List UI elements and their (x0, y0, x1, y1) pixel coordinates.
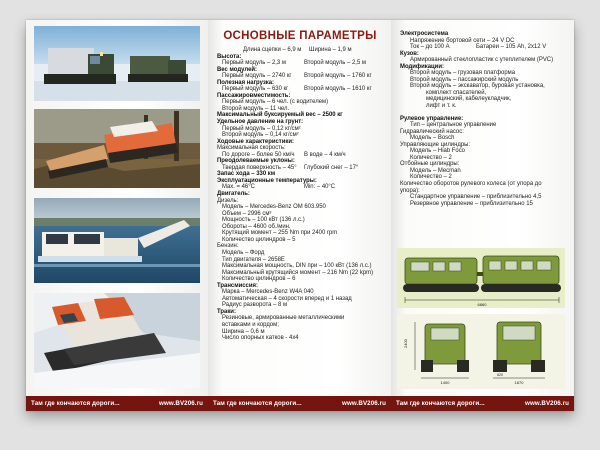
photo-forest-crossing (34, 109, 200, 188)
photo-water-crossing (34, 198, 200, 283)
spec-text: Количество оборотов рулевого колеса (от упора до (400, 181, 542, 188)
spec-text: Мощность – 100 кВт (136 л.с.) (222, 217, 305, 224)
dimension-width-label: 1870 (514, 380, 524, 385)
spec-text: Напряжение бортовой сети – 24 V DC (410, 37, 515, 44)
spec-text: Второй модуль – экскаватор, буровая установка, (410, 83, 545, 90)
spec-text: Максимальный крутящийся момент – 216 Nm (22 kpm) (222, 269, 374, 276)
spec-text-secondary: Второй модуль – 2,5 м (304, 60, 366, 67)
spec-text: Модель – Mercedes-Benz OM 603.950 (222, 204, 326, 211)
photo-arctic-vehicles (34, 26, 200, 101)
footer-slogan: Там где кончаются дороги... (31, 400, 120, 407)
spec-text: Запас хода – 330 км (217, 171, 276, 178)
spec-text: Тип – центральное управление (410, 122, 497, 129)
spec-text: Резиновые, армированные металлическими (222, 315, 345, 322)
spec-text: Вес модулей: (217, 66, 258, 73)
footer-slogan: Там где кончаются дороги... (213, 400, 302, 407)
footer-bar (26, 396, 208, 411)
spec-text: Второй модуль – пассажирский модуль (410, 76, 519, 83)
spec-text: Трансмиссия: (217, 282, 258, 289)
photo-snow-climb (34, 293, 200, 388)
spec-text-secondary: Второй модуль – 1610 кг (304, 86, 372, 93)
spec-text: Двигатель: (217, 191, 250, 198)
spec-text: Количество – 2 (410, 154, 452, 161)
dimension-gauge-label: 1400 (440, 380, 450, 385)
spec-text: комплект спасателей, (426, 89, 487, 96)
spec-text: Максимальная скорость: (217, 145, 286, 152)
spec-text: Количество цилиндров – 5 (222, 236, 296, 243)
spec-text: Максимальный буксируемый вес – 2500 кг (217, 112, 343, 119)
spec-text: Резервное управление – приблизительно 15 (410, 200, 533, 207)
spec-text: Количество – 2 (410, 174, 452, 181)
spec-text: Стандартное управление – приблизительно 4,5 (410, 194, 542, 201)
footer-website: www.BV206.ru (342, 400, 386, 407)
spec-text: Траки: (217, 308, 236, 315)
spec-text: Армированный стеклопластик с утеплителем (PVC) (410, 57, 554, 64)
footer-website: www.BV206.ru (525, 400, 569, 407)
spec-text: Бензин: (217, 243, 239, 250)
specs-list-main (217, 47, 389, 342)
spec-text: Радиус разворота – 8 м (222, 302, 288, 309)
spec-text: Модель – Форд (222, 249, 265, 256)
spec-text: Число опорных катков - 4x4 (222, 335, 299, 342)
spec-text: Max. = 46°C (222, 184, 255, 191)
brochure (26, 20, 574, 411)
spec-text-secondary: Min: – 40°C (304, 184, 336, 191)
spec-text: Обороты – 4600 об./мин. (222, 223, 291, 230)
spec-text: Модификации: (400, 63, 444, 70)
spec-line (217, 335, 389, 342)
spec-text: Второй модуль – 11 чел. (222, 105, 290, 112)
specs-list-extra (400, 31, 572, 207)
dimension-length-label: 6860 (477, 302, 487, 307)
side-view-drawing (397, 248, 565, 308)
spec-text: Первый модуль – 630 кг (222, 86, 289, 93)
spec-text-secondary: Второй модуль – 1760 кг (304, 73, 372, 80)
spec-text: Длина сцепки – 6,9 м (243, 47, 302, 53)
spec-text: Эксплуатационные температуры: (217, 177, 317, 184)
spec-text: Второй модуль – 0,14 кг/см² (222, 132, 299, 139)
spec-text: Ток – до 100 A (410, 44, 450, 51)
footer-website: www.BV206.ru (159, 400, 203, 407)
spec-text: медицинский, кабелеукладчик, (426, 96, 512, 103)
spec-text: Ширина – 0,6 м (222, 328, 265, 335)
spec-text: лифт и т. к. (426, 103, 457, 110)
dimension-height-label: 2400 (403, 339, 408, 348)
spec-text: Тип двигателя – 2658E (222, 256, 285, 263)
spec-line (400, 201, 572, 208)
specs-title: ОСНОВНЫЕ ПАРАМЕТРЫ (223, 30, 377, 42)
footer-bar (391, 396, 574, 411)
spec-text: Второй модуль – грузовая платформа (410, 70, 516, 77)
specs-column-extra (400, 31, 572, 207)
spec-text-secondary: Батареи – 105 Ah, 2x12 V (476, 44, 547, 51)
spec-text: Полезная нагрузка: (217, 79, 275, 86)
spec-text: Рулевое управление: (400, 115, 464, 122)
spec-text: упора): (400, 187, 420, 194)
spec-text: Управляющие цилиндры: (400, 141, 471, 148)
footer-slogan: Там где кончаются дороги... (396, 400, 485, 407)
spec-text: Высота: (217, 53, 242, 60)
spec-text: Первый модуль – 6 чел. (с водителем) (222, 99, 329, 106)
spec-text: Удельное давление на грунт: (217, 119, 304, 126)
spec-text-secondary: Ширина – 1,9 м (309, 47, 352, 53)
spec-text: Крутящий момент – 255 Nm при 2400 rpm (222, 230, 338, 237)
spec-text: Автоматическая – 4 скорости вперед и 1 назад (222, 295, 352, 302)
spec-text: Кузов: (400, 50, 419, 57)
spec-text: Количество цилиндров – 6 (222, 276, 296, 283)
spec-text: Модель – Hiab Foco (410, 148, 465, 155)
spec-text: Первый модуль – 0,12 кг/см² (222, 125, 301, 132)
spec-text: Твердая поверхность – 45° (222, 164, 297, 171)
spec-text: Электросистема (400, 31, 449, 37)
spec-text: Пассажировместимость: (217, 92, 291, 99)
spec-text-secondary: Глубокий снег – 17° (304, 164, 359, 171)
spec-text: Первый модуль – 2740 кг (222, 73, 292, 80)
spec-text: Модель – Bosch (410, 135, 455, 142)
spec-text: Отбойные цилиндры: (400, 161, 460, 168)
spec-text: Марка – Mercedes-Benz W4A 040 (222, 289, 314, 296)
spec-text: Максимальная мощность, DIN при – 100 кВт (136 л.с.) (222, 263, 372, 270)
spec-text: Гидравлический насос: (400, 128, 464, 135)
spec-text: Объем – 2996 см³ (222, 210, 272, 217)
spec-text: Дизель: (217, 197, 239, 204)
footer-bar (208, 396, 391, 411)
spec-text: По дороге – более 50 км/ч (222, 151, 295, 158)
specs-panel-extra (391, 20, 574, 411)
spec-text: Преодолеваемые уклоны: (217, 158, 295, 165)
specs-panel-main (208, 20, 391, 411)
spec-text: Модель – Mecman (410, 167, 461, 174)
spec-text: Первый модуль – 2,3 м (222, 60, 286, 67)
specs-column-main (217, 30, 389, 342)
spec-text: вставками и кордом; (222, 321, 279, 328)
front-rear-view-drawings (397, 314, 565, 389)
dimension-track-width-label: 620 (497, 373, 503, 377)
spec-text: Ходовые характеристики: (217, 138, 294, 145)
photo-panel (26, 20, 208, 411)
spec-text-secondary: В воде – 4 км/ч (304, 151, 346, 158)
